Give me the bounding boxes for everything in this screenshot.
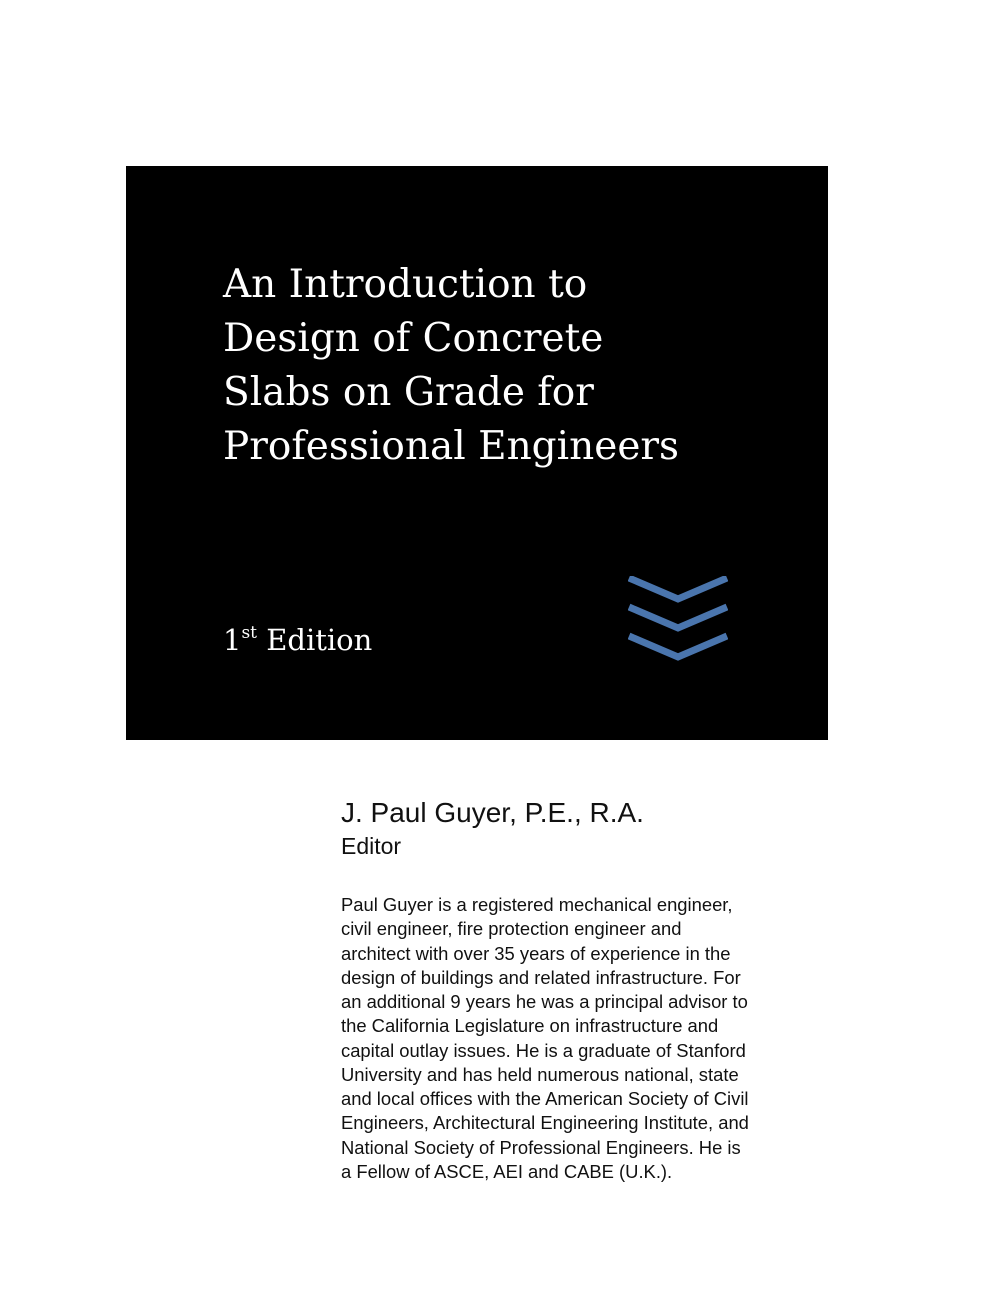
bio-line: National Society of Professional Engineers. He is [341, 1136, 741, 1158]
bio-line: and local offices with the American Society of Civil [341, 1088, 749, 1109]
book-title-line: Slabs on Grade for [223, 370, 594, 415]
book-title-line: Design of Concrete [223, 316, 604, 361]
book-title-line: An Introduction to [223, 262, 588, 307]
edition-label [223, 621, 372, 659]
chevron-top [629, 578, 727, 599]
author-name: J. Paul Guyer, P.E., R.A. [341, 797, 644, 828]
cover-panel [126, 166, 828, 740]
edition-word: Edition [266, 623, 373, 657]
chevron-middle [629, 607, 727, 628]
bio-line: design of buildings and related infrastructure. For [341, 966, 741, 988]
bio-line: civil engineer, fire protection engineer and [341, 918, 682, 940]
bio-line: University and has held numerous national, state [341, 1063, 739, 1085]
book-title-line: Professional Engineers [223, 424, 680, 469]
edition-number: 1 [223, 623, 242, 657]
book-title [223, 258, 743, 474]
chevron-bottom [629, 636, 727, 657]
bio-line: an additional 9 years he was a principal advisor to [341, 991, 748, 1012]
triple-chevron-down-icon [628, 576, 728, 662]
bio-line: capital outlay issues. He is a graduate of Stanford [341, 1039, 746, 1061]
author-bio [341, 893, 791, 1184]
bio-line: Engineers, Architectural Engineering Institute, and [341, 1112, 749, 1134]
bio-line: Paul Guyer is a registered mechanical engineer, [341, 894, 733, 915]
edition-ordinal-suffix: st [241, 623, 258, 643]
author-role: Editor [341, 833, 402, 859]
bio-line: the California Legislature on infrastructure and [341, 1015, 719, 1037]
chevron-stack [629, 578, 727, 657]
bio-line: architect with over 35 years of experience in the [341, 942, 731, 964]
bio-line: a Fellow of ASCE, AEI and CABE (U.K.). [341, 1160, 673, 1182]
